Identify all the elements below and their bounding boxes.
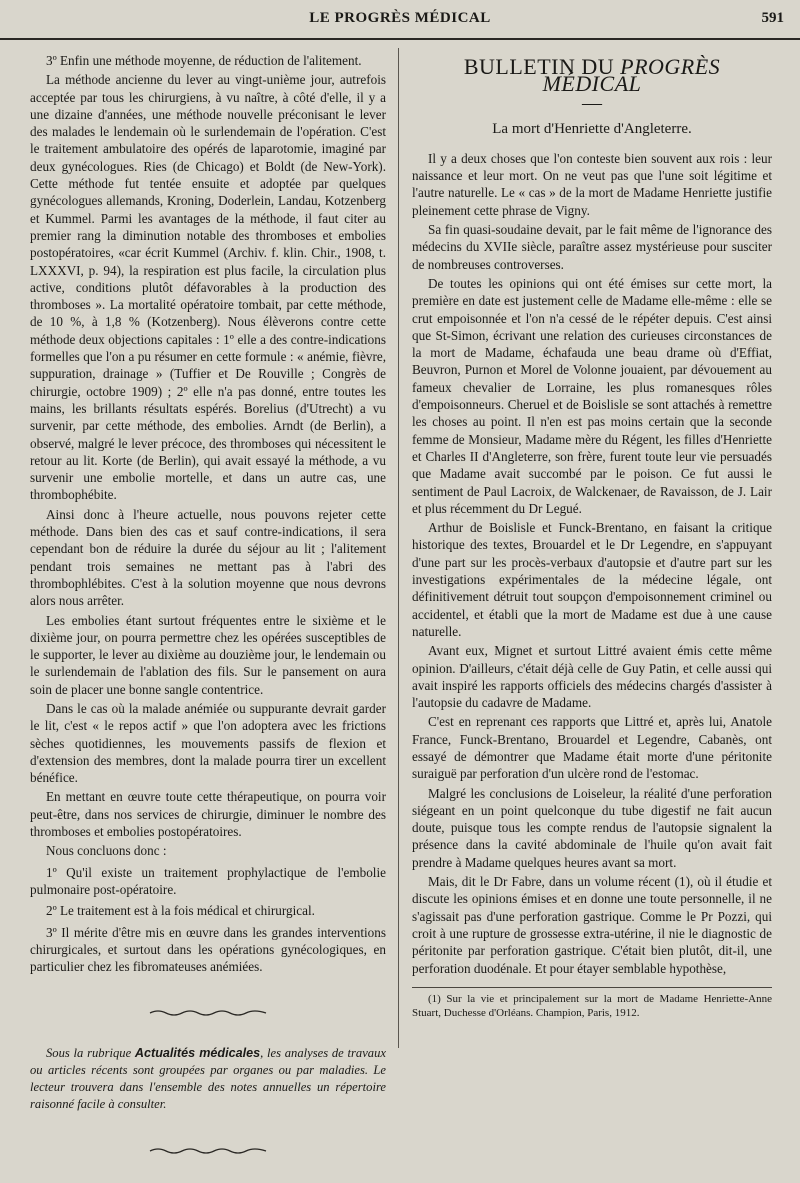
rubrique-suffix: , les analyses de travaux ou articles récents sont groupées par organes ou par maladies. Le lecteur trouvera dans l'ensemble des notes annuelles un répertoire raisonné facile à consulter. (30, 1046, 386, 1112)
page-number: 591 (761, 10, 784, 26)
rubrique-prefix: Sous la rubrique (46, 1046, 135, 1061)
conclusion-item: 2º Le traitement est à la fois médical et chirurgical. (46, 903, 315, 919)
bulletin-title-main: BULLETIN DU (463, 54, 621, 79)
body-paragraph: Mais, dit le Dr Fabre, dans un volume récent (1), où il étudie et discute les opinions émises et en donne une toute personnelle, il ne s'agissait pas d'une perforation gastrique. Comme le Pr Pozzi, qui croit à une rupture de grossesse extra-utérine, il nie le diagnostic de péritonite par perforation gastrique. C'était bien plutôt, dit-il, une perforation duodénale. Et pour étayer semblable hypothèse, (412, 874, 772, 976)
body-paragraph: Il y a deux choses que l'on conteste bien souvent aux rois : leur naissance et leur mort. On ne veut pas que l'une soit légitime et l'autre naturelle. Le « cas » de la mort de Madame Henriette justifie pleinement cette phrase de Vigny. (412, 150, 772, 218)
bulletin-title (412, 54, 772, 97)
article-title: La mort d'Henriette d'Angleterre. (492, 120, 692, 137)
journal-title: LE PROGRÈS MÉDICAL (309, 10, 491, 26)
body-paragraph: Sa fin quasi-soudaine devait, par le fait même de l'ignorance des médecins du XVIIe siècle, paraître assez mystérieuse pour susciter de nombreuses controverses. (412, 222, 772, 272)
title-dash: — (582, 91, 602, 114)
footnote: (1) Sur la vie et principalement sur la mort de Madame Henriette-Anne Stuart, Duchesse d'Orléans. Champion, Paris, 1912. (412, 992, 772, 1019)
body-paragraph: Malgré les conclusions de Loiseleur, la réalité d'une perforation siégeant en un point quelconque du tube digestif ne fait aucun doute, puisque tous les compte rendus de l'autopsie signalent la présence dans la cavité abdominale de l'huile qu'on avait fait prendre à Madame quelques heures avant sa mort. (412, 785, 772, 870)
right-column (412, 52, 772, 1020)
body-paragraph: 3º Enfin une méthode moyenne, de réduction de l'alitement. (46, 53, 362, 68)
body-paragraph: Ainsi donc à l'heure actuelle, nous pouvons rejeter cette méthode. Dans bien des cas et sauf contre-indications, il sera cependant bon de réduire la durée du séjour au lit ; l'alitement pendant trois semaines ne mettant pas à l'abri des thrombophlébites. C'est à la solution moyenne que nous devrons alors nous arrêter. (30, 506, 386, 609)
bulletin-title-journal: PROGRÈS MÉDICAL (542, 54, 721, 97)
ornament-divider (30, 1005, 386, 1023)
column-divider (398, 48, 399, 1048)
body-paragraph: Avant eux, Mignet et surtout Littré avaient émis cette même opinion. D'ailleurs, c'était déjà celle de Guy Patin, et celle aussi qui avait inspiré les rapports officiels des médecins chargés d'assister à l'autopsie du cadavre de Madame. (412, 643, 772, 711)
footnote-rule (412, 987, 772, 988)
body-paragraph: En mettant en œuvre toute cette thérapeutique, on pourra voir peut-être, dans nos services de chirurgie, diminuer le nombre des thromboses et embolies postopératoires. (30, 789, 386, 840)
body-paragraph: Nous concluons donc : (46, 843, 167, 859)
page-header (0, 0, 800, 40)
body-paragraph: Arthur de Boislisle et Funck-Brentano, en faisant la critique historique des textes, Brouardel et le Dr Legendre, en s'appuyant d'une part sur les procès-verbaux d'autopsie et d'autre part sur les investigations expérimentales de la médecine légale, ont définitivement détruit tout soupçon d'empoisonnement criminel ou accidentel, et établi que la mort de Madame est due à une cause naturelle. (412, 520, 772, 639)
ornament-divider (30, 1143, 386, 1161)
rubrique-term: Actualités médicales (134, 1046, 261, 1061)
left-column (30, 52, 386, 1183)
body-paragraph: La méthode ancienne du lever au vingt-unième jour, autrefois acceptée par tous les chirurgiens, à vu naître, à côté d'elle, il y a une dizaine d'années, une méthode nouvelle préconisant le lever des malades le lendemain où le surlendemain de l'opération. C'est le traitement ambulatoire des opérés de laparotomie, imaginé par deux gynécologues. Ries (de Chicago) et Boldt (de New-York). Cette méthode fut tentée ensuite et adoptée par quelques gynécologues allemands, Kroning, Doderlein, Landau, Kotzenberg et Kummel. Parmi les avantages de la méthode, il faut citer au premier rang la diminution notable des thromboses et embolies postopératoires, «car écrit Kummel (Archiv. f. klin. Chir., 1908, t. LXXXVI, p. 94), la respiration est plus facile, la circulation plus active, conditions plutôt défavorables à la production des thromboses ». La mortalité opératoire tombait, par cette méthode, de 10 %, à 1,8 % (Kotzenberg). Nous élèverons contre cette méthode deux objections capitales : 1º elle a des contre-indications formelles que l'on a pu résumer en cette formule : « anémie, fièvre, suppuration, drainage » (Tuffier et De Rouville ; Congrès de chirurgie, octobre 1909) ; 2º elle n'a pas donné, entre toutes les mains, les brillants résultats espérés. Borelius (d'Utrecht) a vu survenir, par cette méthode, des embolies. Arndt (de Berlin), a observé, malgré le lever précoce, des thromboses qui nécessitent le retour au lit. Korte (de Berlin), qui avait essayé la méthode, a vu survenir une embolie mortelle, et dans un autre cas, une thrombophébite. (30, 72, 386, 503)
body-paragraph: De toutes les opinions qui ont été émises sur cette mort, la première en date est justement celle de Madame elle-même : elle se crut empoisonnée et l'on n'a cessé de le répéter depuis. C'est ainsi que St-Simon, écrivant une relation des curieuses circonstances de la mort de Madame, échafauda une beau drame où d'Effiat, Beuvron, Purnon et Morel de Volonne jouaient, par dévouement au fameux chevalier de Lorraine, les plus romanesques rôles d'empoisonneurs. Cheruel et de Boislisle se sont attachés à remettre les choses au point. Il n'en est pas moins certain que la seconde femme de Monsieur, Madame mère du Régent, les filles d'Henriette et Charles II d'Angleterre, son frère, furent toute leur vie persuadés que Madame avait succombé par le poison. Ce fut aussi le sentiment de Paul Lacroix, de Walckenaer, de Ravaisson, de J. Lair et plus récemment du Dr Legué. (412, 275, 772, 516)
conclusion-item: 3º Il mérite d'être mis en œuvre dans les grandes interventions chirurgicales, et surtout dans les opérations gynécologiques, en particulier chez les fibromateuses anémiées. (30, 924, 386, 975)
conclusion-item: 1º Qu'il existe un traitement prophylactique de l'embolie pulmonaire post-opératoire. (30, 864, 386, 897)
body-paragraph: Dans le cas où la malade anémiée ou suppurante devrait garder le lit, c'est « le repos actif » que l'on adoptera avec les frictions sèches quotidiennes, les mouvements passifs de flexion et d'extension des membres, dont la malade pourra tirer un excellent bénéfice. (30, 700, 386, 786)
body-paragraph: C'est en reprenant ces rapports que Littré et, après lui, Anatole France, Funck-Brentano, Brouardel et Legendre, Cabanès, ont essayé de démontrer que Madame était morte d'une péritonite suraiguë par perforation d'un ulcère rond de l'estomac. (412, 714, 772, 782)
rubrique-note (30, 1045, 386, 1113)
body-paragraph: Les embolies étant surtout fréquentes entre le sixième et le dixième jour, on pourra permettre chez les opérées susceptibles de le supporter, le lever au dixième au douzième jour, le lendemain ou le surlendemain de l'ablation des fils. Sur le pansement on aura soin de placer une bonne sangle contentrice. (30, 612, 386, 697)
